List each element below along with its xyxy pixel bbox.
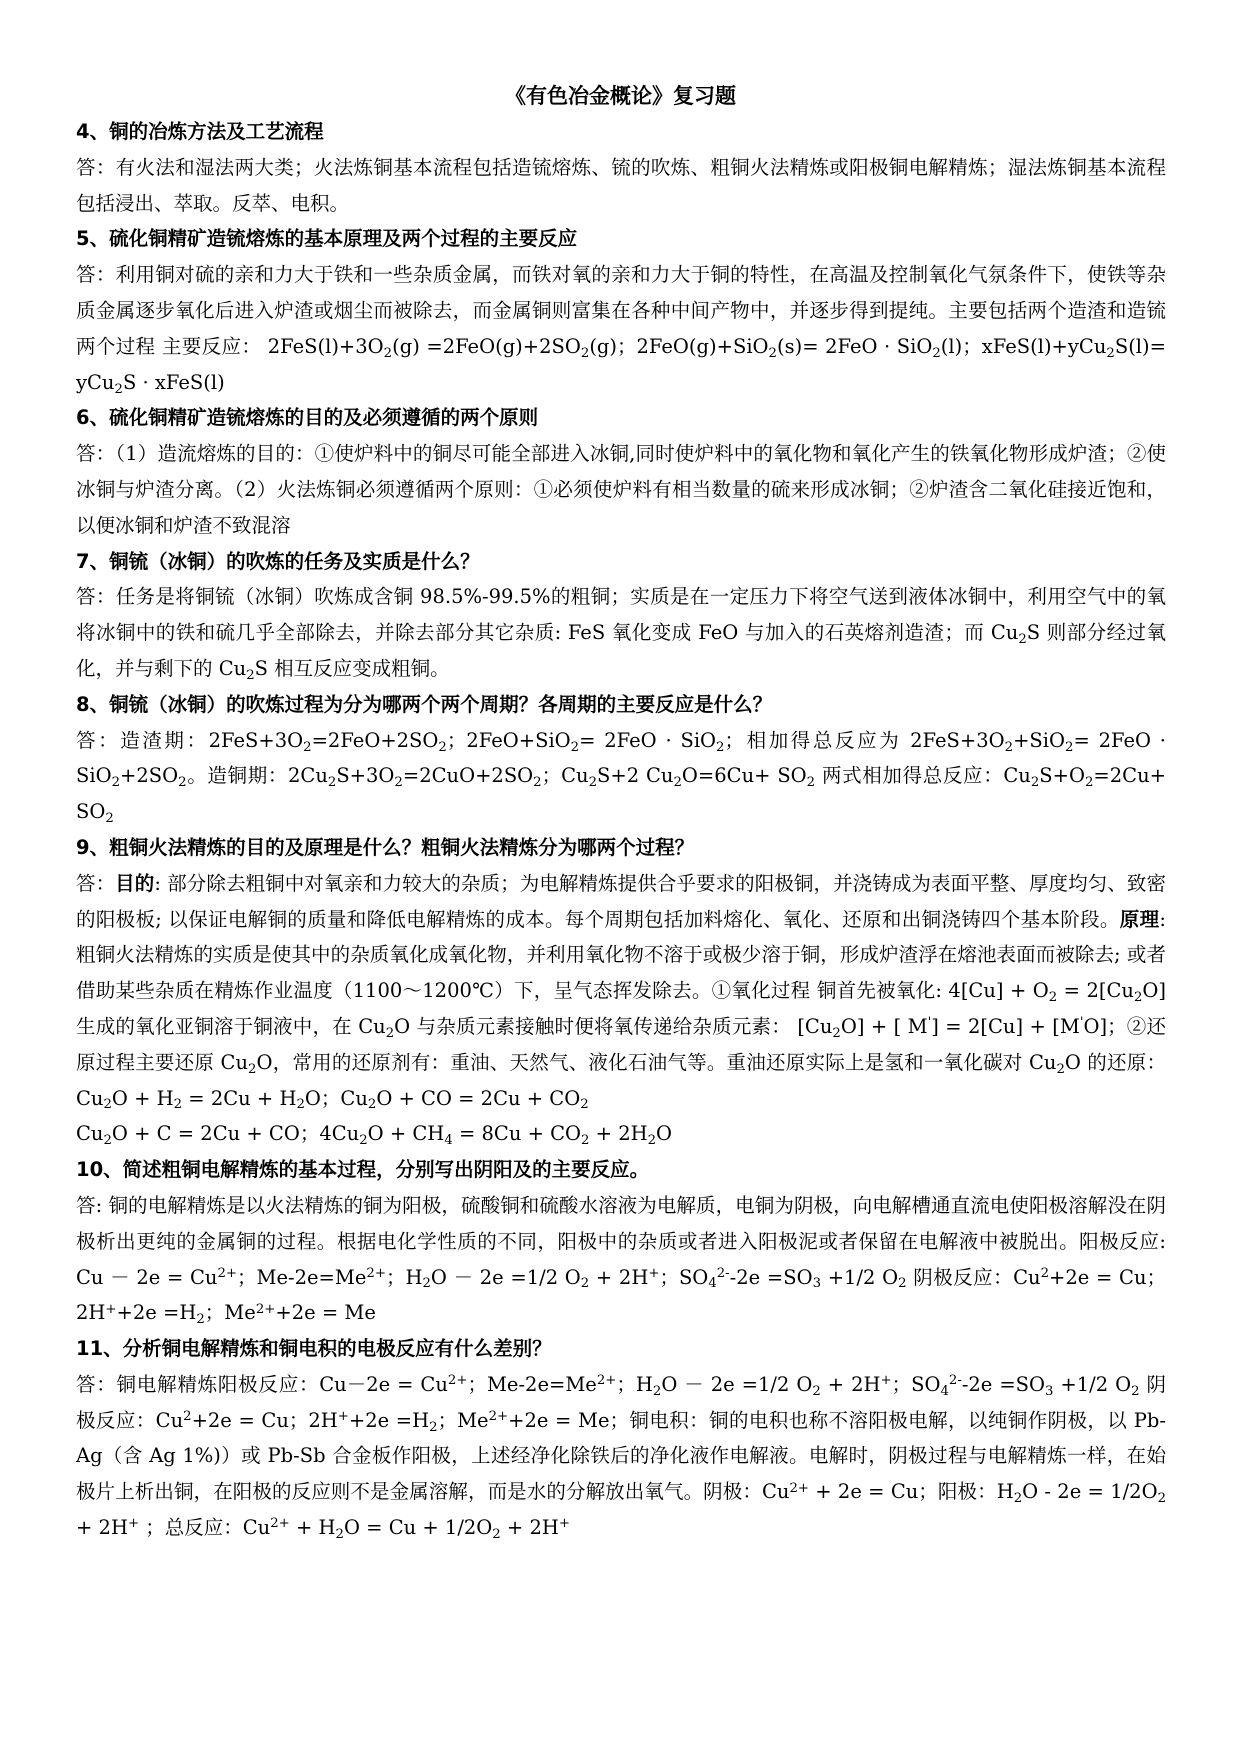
- answer-paragraph: 答：任务是将铜锍（冰铜）吹炼成含铜 98.5%-99.5%的粗铜；实质是在一定压力下将空气送到液体冰铜中，利用空气中的氧将冰铜中的铁和硫几乎全部除去，并除去部分其它杂质: FeS 氧化变成 FeO 与加入的石英熔剂造渣；而 $Cu_2S$ 则部分经过氧化，并与剩下的 $Cu_2S$ 相互反应变成粗铜。: [76, 585, 1166, 683]
- answer-paragraph: 答: 铜的电解精炼是以火法精炼的铜为阳极，硫酸铜和硫酸水溶液为电解质，电铜为阴极，向电解槽通直流电使阳极溶解没在阴极析出更纯的金属铜的过程。根据电化学性质的不同，阳极中的杂质或者进入阳极泥或者保留在电解液中被脱出。阳极反应: $Cu - 2e = Cu^{2+}$；$Me-2e=Me^{2+}$；$H_2O - 2e =1/2$ $O_2 + 2H^+$；$SO_4^{2-}-2e =SO_3 +1/2$ $O_2$ 阴极反应：$Cu^2+2e = Cu$；$2H^++2e =H_2$；$Me^{2+}+2e = Me$: [76, 1193, 1167, 1328]
- question-heading: 9、粗铜火法精炼的目的及原理是什么？粗铜火法精炼分为哪两个过程？: [76, 835, 695, 859]
- question-heading: 7、铜锍（冰铜）的吹炼的任务及实质是什么？: [76, 549, 480, 573]
- document-title: 《有色冶金概论》复习题: [505, 84, 736, 108]
- answer-paragraph: 答：有火法和湿法两大类；火法炼铜基本流程包括造锍熔炼、锍的吹炼、粗铜火法精炼或阳极铜电解精炼；湿法炼铜基本流程包括浸出、萃取。反萃、电积。: [76, 155, 1166, 215]
- answer-paragraph: 答：利用铜对硫的亲和力大于铁和一些杂质金属，而铁对氧的亲和力大于铜的特性，在高温及控制氧化气氛条件下，使铁等杂质金属逐步氧化后进入炉渣或烟尘而被除去，而金属铜则富集在各种中间产物中，并逐步得到提纯。主要包括两个造渣和造锍两个过程 主要反应： $2FeS(l)+3O_2(g) =2FeO(g)+2SO_2(g)$；2FeO(g)+SiO$_2$(s)= 2FeO · SiO$_2$(l)；xFeS(l)+yCu$_2$S(l)= yCu$_2$S · xFeS(l): [76, 263, 1166, 397]
- answer-paragraph: 答：铜电解精炼阳极反应：$Cu-2e = Cu^{2+}$；$Me-2e=Me^{2+}$；$H_2O - 2e =1/2$ $O_2 + 2H^+$；$SO_4^{2-}-2e =SO_3 +1/2$ $O_2$ 阴极反应：$Cu^2+2e = Cu$；$2H^++2e =H_2$；$Me^{2+}+2e = Me$；铜电积：铜的电积也称不溶阳极电解，以纯铜作阴极，以 Pb-Ag（含 Ag 1%)）或 Pb-Sb 合金板作阳极，上述经净化除铁后的净化液作电解液。电解时，阴极过程与电解精炼一样，在始极片上析出铜，在阳极的反应则不是金属溶解，而是水的分解放出氧气。阴极：$Cu^{2+} + 2e = Cu$；阳极：$H_2O - 2e = 1/2O_2 + 2H^+$ ；总反应：$Cu^{2+} + H_2O = Cu + 1/2O_2 + 2H^+$: [76, 1372, 1166, 1543]
- answer-paragraph: 答：造渣期：$2FeS+3O_2=2FeO+2SO_2$；2FeO+SiO$_2$= 2FeO · SiO$_2$；相加得总反应为 $2FeS+3O_2+SiO_2= 2FeO \cdot SiO_2+2SO_2$。造铜期：$2Cu_2S+3O_2=2CuO+2SO_2$；$Cu_2S+2$ $Cu_2O=6Cu+ SO_2$ 两式相加得总反应：$Cu_2S+O_2=2Cu+ SO_2$: [76, 728, 1166, 827]
- question-heading: 10、简述粗铜电解精炼的基本过程，分别写出阴阳及的主要反应。: [76, 1158, 650, 1182]
- answer-paragraph: 答：（1）造流熔炼的目的：①使炉料中的铜尽可能全部进入冰铜,同时使炉料中的氧化物和氧化产生的铁氧化物形成炉渣；②使冰铜与炉渣分离。（2）火法炼铜必须遵循两个原则：①必须使炉料有相当数量的硫来形成冰铜；②炉渣含二氧化硅接近饱和，以便冰铜和炉渣不致混溶: [76, 442, 1166, 537]
- question-heading: 6、硫化铜精矿造锍熔炼的目的及必须遵循的两个原则: [76, 406, 539, 430]
- question-heading: 8、铜锍（冰铜）的吹炼过程为分为哪两个两个周期？各周期的主要反应是什么？: [76, 692, 773, 716]
- document-body: [76, 114, 1166, 1546]
- answer-paragraph: 答：目的: 部分除去粗铜中对氧亲和力较大的杂质；为电解精炼提供合乎要求的阳极铜，并浇铸成为表面平整、厚度均匀、致密的阳极板; 以保证电解铜的质量和降低电解精炼的成本。每个周期包括加料熔化、氧化、还原和出铜浇铸四个基本阶段。原理: 粗铜火法精炼的实质是使其中的杂质氧化成氧化物，并利用氧化物不溶于或极少溶于铜，形成炉渣浮在熔池表面而被除去; 或者借助某些杂质在精炼作业温度（1100～1200℃）下，呈气态挥发除去。①氧化过程 铜首先被氧化: $4[Cu] + O_2 = 2[Cu_2O]$ 生成的氧化亚铜溶于铜液中，在 $Cu_2O$ 与杂质元素接触时便将氧传递给杂质元素： $[Cu_2O]$ + [ M'] = 2[Cu] + [M'O]；②还原过程主要还原 $Cu_2O$，常用的还原剂有：重油、天然气、液化石油气等。重油还原实际上是氢和一氧化碳对 $Cu_2O$ 的还原：$Cu_2O + H_2 = 2Cu + H_2O$；$Cu_2O$ + CO = $2Cu + CO_2$ $Cu_2O + C = 2Cu$ + CO；$4Cu_2O + CH_4 = 8Cu + CO_2 + 2H_2O$: [76, 871, 1167, 1149]
- question-heading: 11、分析铜电解精炼和铜电积的电极反应有什么差别？: [76, 1337, 552, 1361]
- question-heading: 5、硫化铜精矿造锍熔炼的基本原理及两个过程的主要反应: [76, 227, 578, 251]
- question-heading: 4、铜的冶炼方法及工艺流程: [76, 120, 324, 143]
